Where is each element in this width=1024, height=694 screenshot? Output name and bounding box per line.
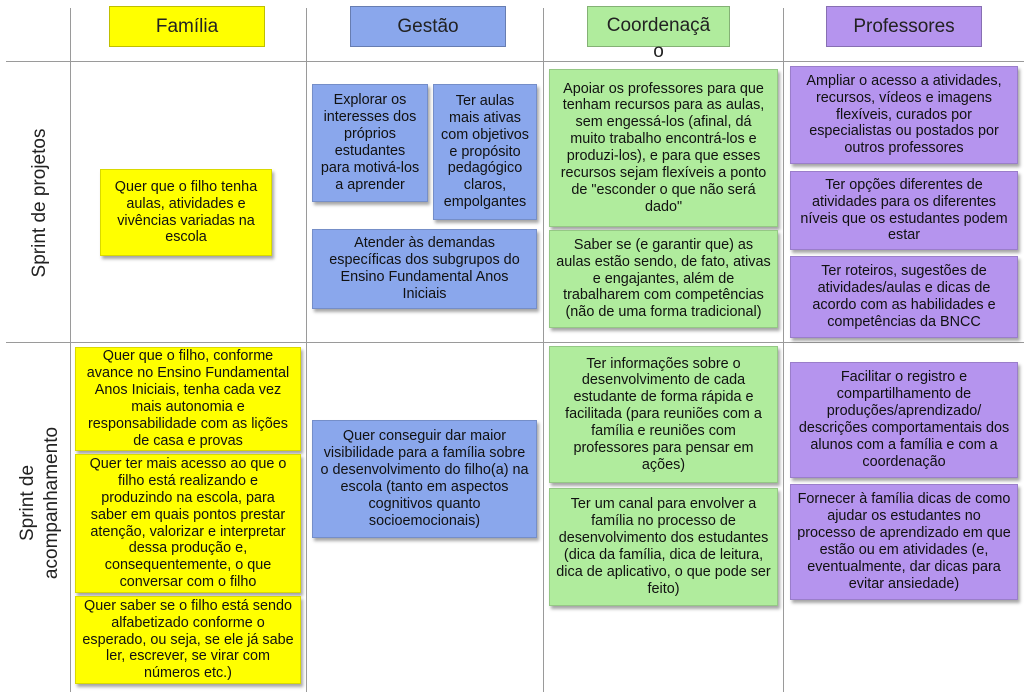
header-gestao: Gestão — [350, 6, 506, 47]
note-coord-acomp-2: Ter um canal para envolver a família no processo de desenvolvimento dos estudantes (dica da família, dica de leitura, dica de aplicativo, o que pode ser feito) — [549, 488, 778, 606]
note-prof-projetos-1: Ampliar o acesso a atividades, recursos, vídeos e imagens flexíveis, curados por especialistas ou postados por outros professores — [790, 66, 1018, 164]
note-coord-projetos-2: Saber se (e garantir que) as aulas estão sendo, de fato, ativas e engajantes, além de trabalharem com competências (não de uma forma tradicional) — [549, 230, 778, 328]
note-familia-acomp-2: Quer ter mais acesso ao que o filho está realizando e produzindo na escola, para saber em quais pontos prestar atenção, valorizar e interpretar dessa produção e, consequentemente, o que conversar com o filho — [75, 454, 301, 593]
grid-line-header — [6, 61, 1024, 62]
header-professores: Professores — [826, 6, 982, 47]
note-prof-acomp-2: Fornecer à família dicas de como ajudar os estudantes no processo de aprendizado em que estão ou em atividades (e, eventualmente, dar dicas para evitar ansiedade) — [790, 484, 1018, 600]
header-familia: Família — [109, 6, 265, 47]
note-prof-projetos-3: Ter roteiros, sugestões de atividades/aulas e dicas de acordo com as habilidades e competências da BNCC — [790, 256, 1018, 338]
grid-line-col-2 — [306, 8, 307, 692]
note-coord-projetos-1: Apoiar os professores para que tenham recursos para as aulas, sem engessá-los (afinal, dá muito trabalho encontrá-los e produzi-los), e para que esses recursos sejam flexíveis a ponto de "esconder o que não será dado" — [549, 69, 778, 227]
row-label-projetos: Sprint de projetos — [29, 128, 51, 278]
note-gestao-projetos-2: Ter aulas mais ativas com objetivos e propósito pedagógico claros, empolgantes — [433, 84, 537, 220]
note-coord-acomp-1: Ter informações sobre o desenvolvimento de cada estudante de forma rápida e facilitada (para reuniões com a família e reuniões com professores para pensar em ações) — [549, 346, 778, 483]
header-coordenacao-label: Coordenaçã o — [606, 15, 711, 63]
grid-line-col-1 — [70, 8, 71, 692]
row-label-acompanhamento: Sprint de acompanhamento — [17, 426, 62, 580]
note-gestao-projetos-3: Atender às demandas específicas dos subgrupos do Ensino Fundamental Anos Iniciais — [312, 229, 537, 309]
note-gestao-acomp-1: Quer conseguir dar maior visibilidade para a família sobre o desenvolvimento do filho(a) na escola (tanto em aspectos cognitivos quanto socioemocionais) — [312, 420, 537, 538]
note-prof-projetos-2: Ter opções diferentes de atividades para os diferentes níveis que os estudantes podem estar — [790, 171, 1018, 250]
note-prof-acomp-1: Facilitar o registro e compartilhamento de produções/aprendizado/ descrições comportamentais dos alunos com a família e com a coordenação — [790, 362, 1018, 478]
note-familia-acomp-1: Quer que o filho, conforme avance no Ensino Fundamental Anos Iniciais, tenha cada vez mais autonomia e responsabilidade com as lições de casa e provas — [75, 347, 301, 451]
grid-line-col-3 — [543, 8, 544, 692]
note-familia-acomp-3: Quer saber se o filho está sendo alfabetizado conforme o esperado, ou seja, se ele já sabe ler, escrever, se virar com números etc.) — [75, 596, 301, 684]
grid-line-row — [6, 342, 1024, 343]
header-coordenacao — [587, 6, 730, 63]
note-gestao-projetos-1: Explorar os interesses dos próprios estudantes para motivá-los a aprender — [312, 84, 428, 202]
grid-line-col-4 — [783, 8, 784, 692]
note-familia-projetos-1: Quer que o filho tenha aulas, atividades e vivências variadas na escola — [100, 169, 272, 256]
